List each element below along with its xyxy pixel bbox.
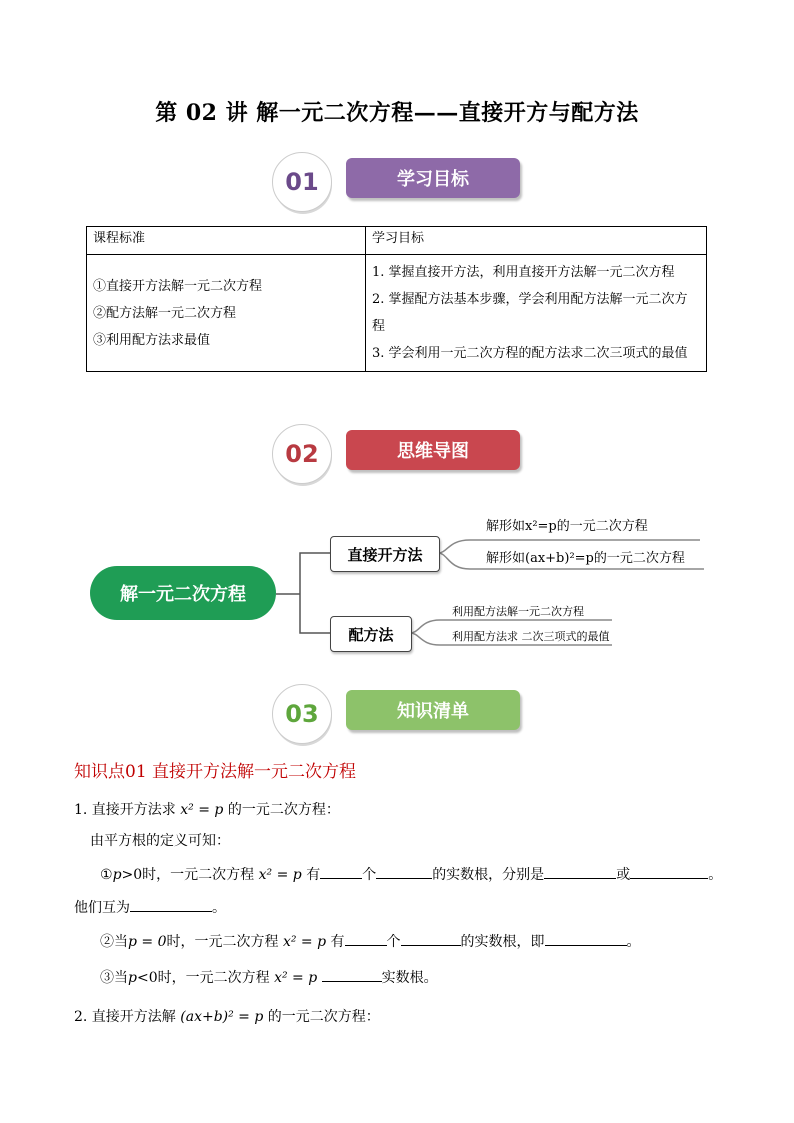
mindmap-root: 解一元二次方程 <box>90 566 276 620</box>
equation: x² = p <box>274 970 318 986</box>
text: 1. 直接开方法求 <box>74 802 176 818</box>
blank <box>376 864 432 879</box>
table-header-standards: 课程标准 <box>87 227 366 255</box>
objective-item: 3. 学会利用一元二次方程的配方法求二次三项式的最值 <box>372 346 688 361</box>
knowledge-point-heading: 知识点01 直接开方法解一元二次方程 <box>74 762 357 782</box>
paragraph-1 <box>74 799 340 819</box>
text: 有 <box>306 867 321 883</box>
blank <box>544 864 616 879</box>
variable: p <box>112 867 122 883</box>
goals-table <box>86 226 707 372</box>
blank <box>320 864 362 879</box>
equation: x² = p <box>282 934 327 950</box>
section-label-03: 知识清单 <box>346 690 520 730</box>
text: ②当 <box>100 934 128 950</box>
text: 。 <box>708 867 723 883</box>
variable: p <box>128 970 137 986</box>
mindmap-leaf: 解形如(ax+b)²=p的一元二次方程 <box>486 551 685 566</box>
section-number-03: 03 <box>272 684 332 744</box>
standard-item: ①直接开方法解一元二次方程 <box>93 278 263 294</box>
text: 的一元二次方程： <box>227 802 340 818</box>
mindmap-branch-direct: 直接开方法 <box>330 536 440 572</box>
text: 或 <box>616 867 631 883</box>
mindmap-leaf: 利用配方法解一元二次方程 <box>452 605 584 618</box>
blank <box>130 897 212 912</box>
text: 的一元二次方程： <box>267 1009 380 1025</box>
page-title: 第 02 讲 解一元二次方程——直接开方与配方法 <box>155 100 639 126</box>
text: 他们互为 <box>74 900 130 916</box>
objective-item: 1. 掌握直接开方法，利用直接开方法解一元二次方程 <box>372 265 675 280</box>
text: 个 <box>362 867 377 883</box>
paragraph-3 <box>74 1006 380 1026</box>
equation: p = 0 <box>128 934 167 950</box>
equation: x² = p <box>258 867 302 883</box>
text: 的实数根，即 <box>460 934 545 950</box>
text: >0时，一元二次方程 <box>121 867 255 883</box>
standards-cell <box>87 255 366 372</box>
objectives-cell <box>366 255 707 372</box>
section-badge-01 <box>272 152 612 212</box>
mindmap-branch-completing-square: 配方法 <box>330 616 412 652</box>
case-1-continuation <box>74 897 226 917</box>
text: 个 <box>386 934 401 950</box>
case-1 <box>100 864 722 884</box>
standard-item: ②配方法解一元二次方程 <box>93 305 237 321</box>
mindmap-leaf: 解形如x²=p的一元二次方程 <box>486 519 648 534</box>
text: ③当 <box>100 970 128 986</box>
section-label-02: 思维导图 <box>346 430 520 470</box>
paragraph-2: 由平方根的定义可知： <box>90 833 230 849</box>
text: 时，一元二次方程 <box>166 934 279 950</box>
section-badge-03 <box>272 684 612 744</box>
blank <box>545 931 627 946</box>
equation: (ax+b)² = p <box>180 1009 264 1025</box>
blank <box>401 931 461 946</box>
equation: x² = p <box>180 802 224 818</box>
blank <box>630 864 708 879</box>
case-2 <box>100 931 641 951</box>
section-label-01: 学习目标 <box>346 158 520 198</box>
case-3 <box>100 967 438 987</box>
section-badge-02 <box>272 424 612 484</box>
table-header-objectives: 学习目标 <box>366 227 707 255</box>
blank <box>322 967 382 982</box>
text: 有 <box>330 934 345 950</box>
section-number-02: 02 <box>272 424 332 484</box>
text: 。 <box>212 900 226 916</box>
text: 2. 直接开方法解 <box>74 1009 176 1025</box>
text: 的实数根，分别是 <box>432 867 545 883</box>
text: <0时，一元二次方程 <box>136 970 270 986</box>
section-number-01: 01 <box>272 152 332 212</box>
blank <box>345 931 387 946</box>
text: 。 <box>626 934 641 950</box>
objective-item: 2. 掌握配方法基本步骤，学会利用配方法解一元二次方程 <box>372 292 688 334</box>
standard-item: ③利用配方法求最值 <box>93 332 211 348</box>
mindmap-leaf: 利用配方法求 二次三项式的最值 <box>452 630 610 643</box>
text: ① <box>100 867 113 883</box>
text: 实数根。 <box>381 970 438 986</box>
